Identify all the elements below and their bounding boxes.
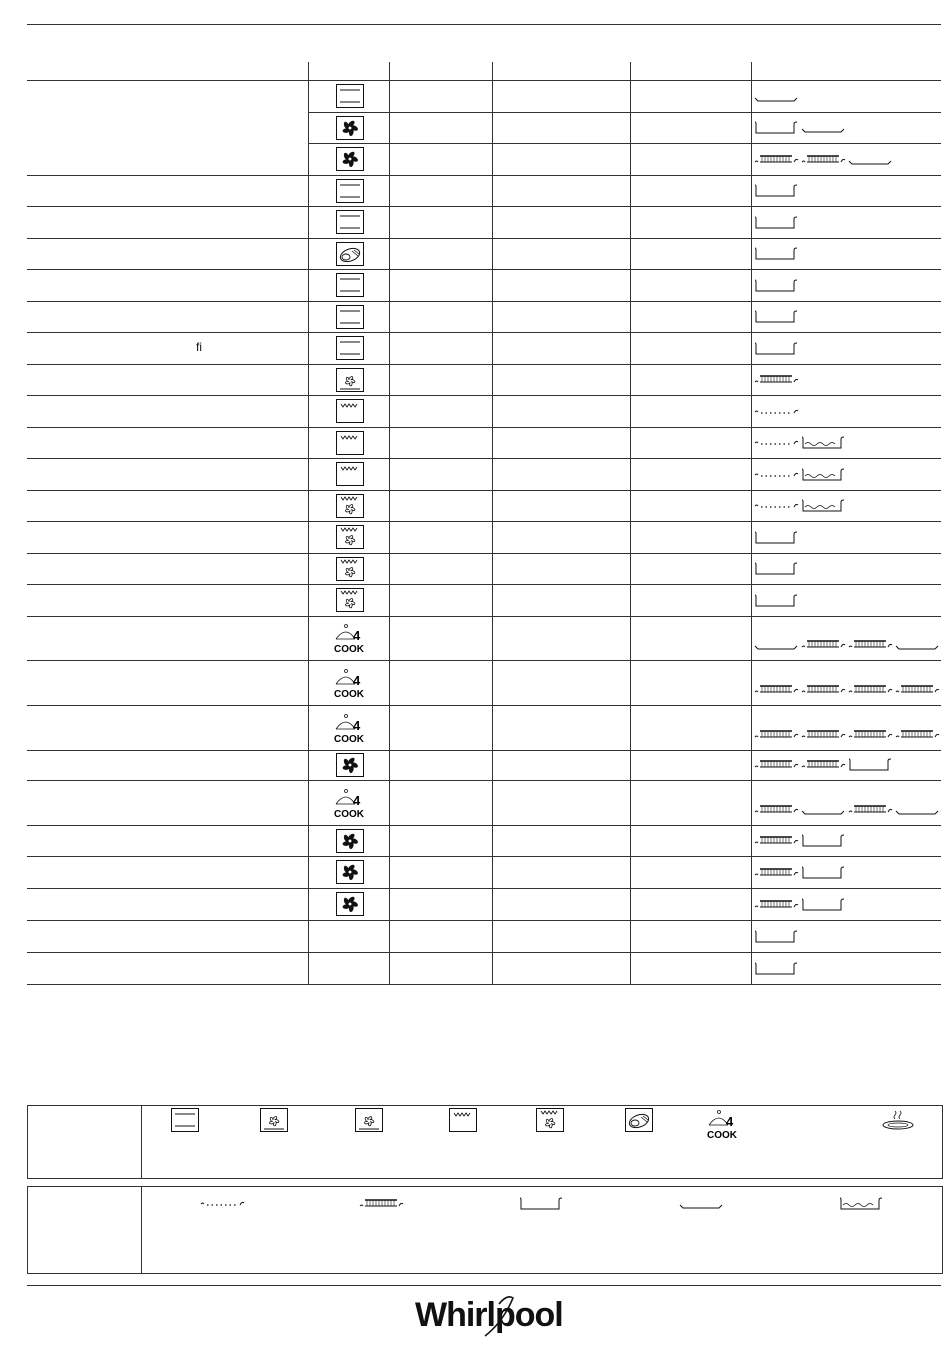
cook4-icon <box>333 622 364 654</box>
svg-text:COOK: COOK <box>334 688 364 699</box>
convection-fan-icon <box>336 829 364 853</box>
column-divider <box>751 62 752 984</box>
wire-shelf-icon <box>848 728 894 742</box>
legend-divider <box>141 1187 142 1273</box>
drip-pan-icon <box>754 310 800 324</box>
svg-text:4: 4 <box>353 672 361 688</box>
table-row-rule <box>27 364 941 365</box>
column-divider <box>308 62 309 984</box>
svg-text:4: 4 <box>353 717 361 733</box>
table-row-rule <box>27 521 941 522</box>
drip-pan-icon <box>801 866 847 880</box>
grill-icon <box>336 462 364 486</box>
static-oven-icon <box>336 273 364 297</box>
turbo-grill-icon <box>336 525 364 549</box>
legend-baking-tray-icon <box>679 1197 725 1216</box>
legend-forced-air-icon <box>355 1108 383 1137</box>
wire-shelf-icon <box>848 638 894 652</box>
table-row-rule <box>27 616 941 617</box>
legend-cook4-icon <box>706 1108 740 1145</box>
legend-meat-roast-icon <box>625 1108 653 1137</box>
turbo-grill-icon <box>336 557 364 581</box>
baking-tray-icon <box>848 153 894 167</box>
row-note: ﬁ <box>196 340 202 354</box>
wire-shelf-icon <box>848 803 894 817</box>
convection-fan-icon <box>336 116 364 140</box>
legend-drip-pan-icon <box>519 1197 565 1216</box>
table-row-rule <box>27 920 941 921</box>
table-row-rule <box>27 984 941 985</box>
turbo-grill-icon <box>336 494 364 518</box>
wire-shelf-icon <box>895 728 941 742</box>
drip-pan-icon <box>754 121 800 135</box>
convection-fan-icon <box>336 892 364 916</box>
svg-text:4: 4 <box>726 1114 734 1129</box>
table-row-rule <box>27 750 941 751</box>
svg-text:COOK: COOK <box>707 1130 737 1140</box>
svg-text:COOK: COOK <box>334 808 364 819</box>
wire-shelf-icon <box>754 373 800 387</box>
cook4-icon <box>333 712 364 744</box>
grill-icon <box>336 399 364 423</box>
drip-pan-icon <box>754 962 800 976</box>
drip-pan-icon <box>754 342 800 356</box>
legend-divider <box>141 1106 142 1178</box>
convection-fan-icon <box>336 753 364 777</box>
baking-tray-icon <box>754 638 800 652</box>
drip-pan-icon <box>754 594 800 608</box>
baking-tray-icon <box>895 638 941 652</box>
turbo-grill-icon <box>336 588 364 612</box>
wire-shelf-icon <box>895 683 941 697</box>
table-row-rule <box>308 112 941 113</box>
legend-forced-air-icon <box>260 1108 288 1137</box>
wire-shelf-icon <box>801 153 847 167</box>
svg-text:COOK: COOK <box>334 733 364 744</box>
whirlpool-logo <box>415 1296 563 1335</box>
table-row-rule <box>27 458 941 459</box>
wire-shelf-icon <box>754 153 800 167</box>
legend-static-oven-icon <box>171 1108 199 1137</box>
table-row-rule <box>27 427 941 428</box>
wire-shelf-icon <box>754 866 800 880</box>
table-row-rule <box>27 553 941 554</box>
wire-shelf-icon <box>754 728 800 742</box>
svg-text:COOK: COOK <box>334 644 364 654</box>
baking-tray-icon <box>754 90 800 104</box>
logo-swoosh <box>473 1292 533 1342</box>
logo-text: Whirlpool <box>415 1296 563 1334</box>
grill-rack-icon <box>754 468 800 482</box>
drip-pan-icon <box>754 216 800 230</box>
table-row-rule <box>27 856 941 857</box>
drip-pan-icon <box>801 834 847 848</box>
table-row-rule <box>27 584 941 585</box>
legend-turbo-grill-icon <box>536 1108 564 1137</box>
wire-shelf-icon <box>801 638 847 652</box>
cook4-icon <box>333 667 364 699</box>
column-divider <box>630 62 631 984</box>
table-row-rule <box>27 888 941 889</box>
static-oven-icon <box>336 179 364 203</box>
legend-water-pan-icon <box>839 1197 885 1216</box>
drip-pan-icon <box>754 531 800 545</box>
grill-rack-icon <box>754 405 800 419</box>
drip-pan-icon <box>848 758 894 772</box>
functions-legend <box>27 1105 943 1179</box>
drip-pan-icon <box>754 562 800 576</box>
wire-shelf-icon <box>754 803 800 817</box>
wire-shelf-icon <box>848 683 894 697</box>
column-divider <box>492 62 493 984</box>
table-header-rule <box>27 80 941 81</box>
drip-pan-icon <box>754 930 800 944</box>
table-row-rule <box>27 780 941 781</box>
table-row-rule <box>27 660 941 661</box>
grill-icon <box>336 431 364 455</box>
grill-rack-icon <box>754 499 800 513</box>
static-oven-icon <box>336 336 364 360</box>
wire-shelf-icon <box>754 758 800 772</box>
wire-shelf-icon <box>801 728 847 742</box>
meat-roast-icon <box>336 242 364 266</box>
table-row-rule <box>27 238 941 239</box>
table-row-rule <box>27 825 941 826</box>
wire-shelf-icon <box>754 683 800 697</box>
legend-grill-rack-icon <box>200 1197 246 1216</box>
table-row-rule <box>27 490 941 491</box>
svg-text:4: 4 <box>353 792 361 808</box>
wire-shelf-icon <box>801 758 847 772</box>
legend-crisp-plate-icon <box>881 1108 915 1137</box>
table-row-rule <box>27 301 941 302</box>
legend-wire-shelf-icon <box>359 1197 405 1216</box>
drip-pan-icon <box>754 279 800 293</box>
legend-grill-icon <box>449 1108 477 1137</box>
top-rule <box>27 24 941 25</box>
water-pan-icon <box>801 436 847 450</box>
table-row-rule <box>27 332 941 333</box>
table-row-rule <box>27 705 941 706</box>
baking-tray-icon <box>895 803 941 817</box>
bottom-rule <box>27 1285 941 1286</box>
table-row-rule <box>27 269 941 270</box>
convection-fan-icon <box>336 860 364 884</box>
water-pan-icon <box>801 468 847 482</box>
wire-shelf-icon <box>754 898 800 912</box>
static-oven-icon <box>336 84 364 108</box>
convection-fan-icon <box>336 147 364 171</box>
static-oven-icon <box>336 210 364 234</box>
table-row-rule <box>27 952 941 953</box>
baking-tray-icon <box>801 803 847 817</box>
table-row-rule <box>27 175 941 176</box>
svg-text:4: 4 <box>353 628 361 643</box>
wire-shelf-icon <box>801 683 847 697</box>
forced-air-icon <box>336 368 364 392</box>
table-row-rule <box>27 395 941 396</box>
cook4-icon <box>333 787 364 819</box>
baking-tray-icon <box>801 121 847 135</box>
column-divider <box>389 62 390 984</box>
drip-pan-icon <box>754 184 800 198</box>
drip-pan-icon <box>801 898 847 912</box>
water-pan-icon <box>801 499 847 513</box>
table-row-rule <box>308 143 941 144</box>
drip-pan-icon <box>754 247 800 261</box>
static-oven-icon <box>336 305 364 329</box>
accessories-legend <box>27 1186 943 1274</box>
grill-rack-icon <box>754 436 800 450</box>
table-row-rule <box>27 206 941 207</box>
wire-shelf-icon <box>754 834 800 848</box>
